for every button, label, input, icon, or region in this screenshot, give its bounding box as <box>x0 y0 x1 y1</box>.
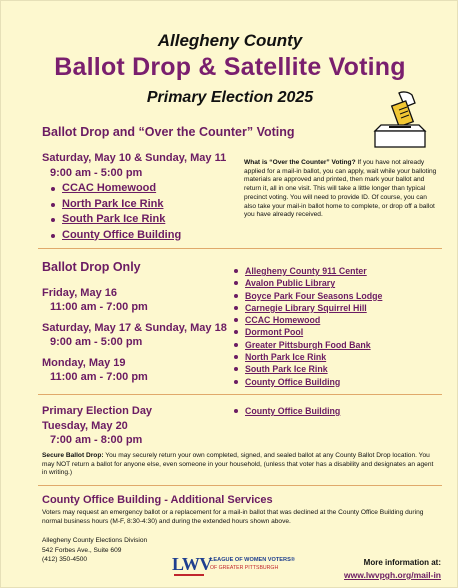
location-link[interactable]: South Park Ice Rink <box>51 212 231 228</box>
location-link[interactable]: Dormont Pool <box>234 326 439 338</box>
secure-ballot-drop-note <box>42 452 440 478</box>
location-list-section2 <box>234 265 439 388</box>
county-name: Allegheny County <box>157 31 303 50</box>
location-link[interactable]: CCAC Homewood <box>51 181 231 197</box>
secure-body: You may securely return your own completed, signed, and sealed ballot at any County Ballot Drop location. You may NOT return a ballot for anyone else, even someone in your household, (unless that voter has a disability and designates an agent in writing.) <box>42 452 434 477</box>
section-divider <box>38 485 442 486</box>
time-range: 7:00 am - 8:00 pm <box>50 434 143 446</box>
page-title: Ballot Drop & Satellite Voting <box>54 53 406 81</box>
location-link[interactable]: Carnegie Library Squirrel Hill <box>234 302 439 314</box>
location-link[interactable]: Boyce Park Four Seasons Lodge <box>234 290 439 302</box>
location-link[interactable]: Greater Pittsburgh Food Bank <box>234 339 439 351</box>
lwv-logo <box>172 554 295 580</box>
secure-label: Secure Ballot Drop: <box>42 452 104 459</box>
date-may-19: Monday, May 19 <box>42 357 126 369</box>
org-street: 542 Forbes Ave., Suite 609 <box>42 546 122 554</box>
page-subtitle: Primary Election 2025 <box>146 89 314 106</box>
time-range: 9:00 am - 5:00 pm <box>50 336 143 348</box>
location-link[interactable]: Avalon Public Library <box>234 277 439 289</box>
section-divider <box>38 394 442 395</box>
lwv-mark: LWV <box>172 554 212 574</box>
over-the-counter-note <box>244 159 437 220</box>
location-list-section3 <box>234 405 439 417</box>
logo-line-2: OF GREATER PITTSBURGH <box>210 565 279 571</box>
location-list-section1 <box>51 181 231 243</box>
logo-stripe <box>174 574 204 576</box>
time-range: 11:00 am - 7:00 pm <box>50 301 148 313</box>
date-may-16: Friday, May 16 <box>42 287 117 299</box>
note-body: If you have not already applied for a mail-in ballot, you can apply, wait while your balloting materials are approved and printed, then mark your ballot and return it, all in one visit. This will take a little longer than typical precinct voting. You will need to provide ID. Of course, you can also take your mail-in ballot home to complete, or drop off a ballot you have already received. <box>244 159 437 219</box>
org-phone: (412) 350-4500 <box>42 556 88 563</box>
location-link[interactable]: CCAC Homewood <box>234 314 439 326</box>
more-info-link[interactable]: www.lwvpgh.org/mail-in <box>344 570 441 580</box>
section-divider <box>38 248 442 249</box>
location-link[interactable]: North Park Ice Rink <box>234 351 439 363</box>
location-link[interactable]: North Park Ice Rink <box>51 197 231 213</box>
location-link[interactable]: Allegheny County 911 Center <box>234 265 439 277</box>
date-may-10-11: Saturday, May 10 & Sunday, May 11 <box>42 152 227 164</box>
time-range: 11:00 am - 7:00 pm <box>50 371 148 383</box>
location-link[interactable]: County Office Building <box>234 405 439 417</box>
logo-line-1: LEAGUE OF WOMEN VOTERS® <box>210 557 295 563</box>
note-heading: What is “Over the Counter” Voting? <box>244 159 356 166</box>
more-info-label: More information at: <box>363 558 441 567</box>
section-heading-over-the-counter: Ballot Drop and “Over the Counter” Voting <box>42 125 295 139</box>
elections-division-address <box>42 536 147 565</box>
section-heading-ballot-drop-only: Ballot Drop Only <box>42 260 141 274</box>
date-may-17-18: Saturday, May 17 & Sunday, May 18 <box>42 322 227 334</box>
county-office-body: Voters may request an emergency ballot or a replacement for a mail-in ballot that was declined at the County Office Building during normal business hours (M-F, 8:30-4:30) and during the extended hours shown above. <box>42 509 424 525</box>
section-heading-election-day: Primary Election Day <box>42 405 153 417</box>
ballot-box-icon <box>359 89 439 151</box>
location-link[interactable]: South Park Ice Rink <box>234 363 439 375</box>
org-name: Allegheny County Elections Division <box>42 537 148 544</box>
date-may-20: Tuesday, May 20 <box>42 420 128 432</box>
time-range: 9:00 am - 5:00 pm <box>50 167 143 179</box>
section-heading-county-office: County Office Building - Additional Services <box>42 494 273 506</box>
location-link[interactable]: County Office Building <box>234 376 439 388</box>
location-link[interactable]: County Office Building <box>51 228 231 244</box>
